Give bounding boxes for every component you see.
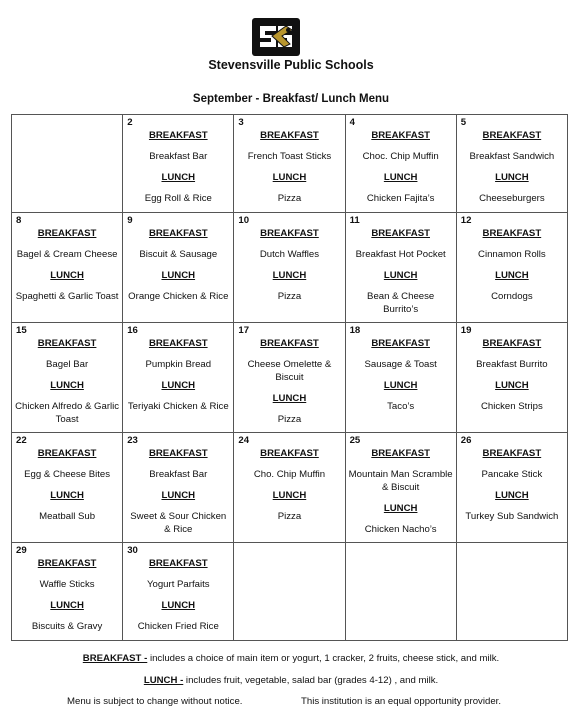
lunch-footnote [0, 675, 582, 686]
breakfast-footnote [0, 653, 582, 664]
week-row [12, 543, 568, 641]
menu-entry [346, 337, 456, 413]
lunch-item: Pizza [277, 291, 302, 302]
menu-entry [457, 227, 567, 303]
lunch-item: Chicken Fried Rice [137, 621, 219, 632]
change-notice: Menu is subject to change without notice. [67, 696, 243, 707]
menu-entry [346, 227, 456, 316]
lunch-heading: LUNCH [161, 490, 196, 501]
breakfast-heading: BREAKFAST [482, 338, 542, 349]
day-number: 16 [127, 325, 138, 336]
day-cell [234, 323, 345, 433]
day-number: 17 [238, 325, 250, 336]
lunch-item: Cheeseburgers [479, 193, 545, 204]
lunch-item: Chicken Fajita’s [366, 193, 435, 204]
menu-calendar [11, 114, 568, 641]
menu-entry [12, 447, 122, 523]
lunch-item: Taco’s [387, 401, 415, 412]
lunch-heading: LUNCH [161, 380, 196, 391]
day-cell [123, 433, 234, 543]
breakfast-item: Breakfast Hot Pocket [355, 249, 446, 260]
menu-entry [457, 129, 567, 205]
breakfast-footnote-label: BREAKFAST - [82, 653, 148, 664]
week-row [12, 213, 568, 323]
day-number: 4 [349, 117, 355, 128]
breakfast-item: Breakfast Burrito [476, 359, 548, 370]
lunch-item: Turkey Sub Sandwich [465, 511, 559, 522]
day-number: 15 [16, 325, 27, 336]
breakfast-item: Bagel & Cream Cheese [16, 249, 118, 260]
breakfast-item: Egg & Cheese Bites [24, 469, 111, 480]
breakfast-item: Cho. Chip Muffin [253, 469, 326, 480]
lunch-heading: LUNCH [495, 172, 529, 183]
breakfast-item: Sausage & Toast [364, 359, 437, 370]
lunch-item: Bean & Cheese Burrito’s [367, 291, 435, 315]
day-cell [12, 323, 123, 433]
menu-entry [123, 129, 233, 205]
week-row [12, 433, 568, 543]
breakfast-heading: BREAKFAST [148, 130, 208, 141]
breakfast-item: Breakfast Bar [149, 469, 208, 480]
day-number: 29 [16, 545, 27, 556]
breakfast-item: Pancake Stick [481, 469, 543, 480]
lunch-item: Teriyaki Chicken & Rice [127, 401, 229, 412]
lunch-heading: LUNCH [495, 270, 529, 281]
breakfast-heading: BREAKFAST [482, 228, 542, 239]
breakfast-item: Pumpkin Bread [145, 359, 212, 370]
day-number: 3 [238, 117, 244, 128]
day-number: 8 [16, 215, 22, 226]
menu-entry [12, 557, 122, 633]
day-cell [456, 115, 567, 213]
day-cell [234, 213, 345, 323]
menu-entry [457, 337, 567, 413]
lunch-item: Corndogs [491, 291, 533, 302]
lunch-heading: LUNCH [383, 503, 418, 514]
breakfast-heading: BREAKFAST [371, 448, 430, 459]
day-cell [234, 433, 345, 543]
lunch-item: Sweet & Sour Chicken & Rice [130, 511, 227, 535]
breakfast-item: Cheese Omelette & Biscuit [247, 359, 332, 383]
breakfast-item: Mountain Man Scramble & Biscuit [348, 469, 453, 493]
lunch-heading: LUNCH [161, 172, 196, 183]
breakfast-item: Yogurt Parfaits [146, 579, 210, 590]
lunch-heading: LUNCH [495, 380, 529, 391]
page-title: September - Breakfast/ Lunch Menu [192, 93, 390, 105]
day-cell [123, 115, 234, 213]
day-number: 19 [460, 325, 472, 336]
breakfast-item: Breakfast Sandwich [469, 151, 555, 162]
menu-entry [234, 227, 344, 303]
breakfast-heading: BREAKFAST [148, 558, 208, 569]
day-cell [12, 543, 123, 641]
lunch-heading: LUNCH [50, 490, 84, 501]
day-number: 2 [127, 117, 133, 128]
lunch-item: Chicken Nacho’s [364, 524, 437, 535]
breakfast-item: Biscuit & Sausage [139, 249, 218, 260]
day-number: 9 [127, 215, 133, 226]
lunch-heading: LUNCH [383, 380, 418, 391]
menu-entry [123, 337, 233, 413]
day-cell [12, 213, 123, 323]
breakfast-heading: BREAKFAST [37, 338, 97, 349]
day-number: 22 [16, 435, 27, 446]
breakfast-heading: BREAKFAST [260, 228, 319, 239]
empty-day-cell [12, 115, 123, 213]
day-cell [456, 323, 567, 433]
day-cell [345, 115, 456, 213]
menu-entry [12, 227, 122, 303]
school-name: Stevensville Public Schools [208, 58, 374, 72]
lunch-item: Spaghetti & Garlic Toast [15, 291, 119, 302]
breakfast-heading: BREAKFAST [371, 130, 430, 141]
day-cell [123, 543, 234, 641]
breakfast-heading: BREAKFAST [371, 228, 430, 239]
empty-day-cell [345, 543, 456, 641]
empty-day-cell [234, 543, 345, 641]
day-cell [12, 433, 123, 543]
breakfast-item: Breakfast Bar [149, 151, 208, 162]
lunch-item: Chicken Alfredo & Garlic Toast [15, 401, 120, 425]
lunch-item: Pizza [277, 511, 302, 522]
lunch-heading: LUNCH [383, 270, 418, 281]
lunch-heading: LUNCH [50, 380, 84, 391]
breakfast-item: French Toast Sticks [247, 151, 332, 162]
day-number: 25 [349, 435, 361, 446]
menu-entry [123, 447, 233, 536]
empty-day-cell [456, 543, 567, 641]
day-cell [123, 213, 234, 323]
breakfast-heading: BREAKFAST [260, 448, 319, 459]
day-number: 24 [238, 435, 250, 446]
day-number: 5 [460, 117, 467, 128]
day-number: 11 [349, 215, 360, 226]
lunch-heading: LUNCH [50, 600, 84, 611]
day-cell [345, 213, 456, 323]
lunch-item: Chicken Strips [480, 401, 543, 412]
menu-entry [234, 447, 344, 523]
week-row [12, 323, 568, 433]
breakfast-heading: BREAKFAST [148, 448, 208, 459]
lunch-item: Egg Roll & Rice [144, 193, 212, 204]
breakfast-item: Cinnamon Rolls [478, 249, 546, 260]
lunch-heading: LUNCH [272, 172, 307, 183]
breakfast-heading: BREAKFAST [482, 448, 542, 459]
lunch-heading: LUNCH [161, 270, 196, 281]
lunch-heading: LUNCH [161, 600, 196, 611]
day-cell [345, 323, 456, 433]
breakfast-heading: BREAKFAST [148, 338, 208, 349]
day-cell [345, 433, 456, 543]
menu-entry [457, 447, 567, 523]
menu-entry [234, 129, 344, 205]
lunch-heading: LUNCH [495, 490, 529, 501]
day-number: 10 [238, 215, 250, 226]
lunch-item: Pizza [277, 414, 302, 425]
breakfast-heading: BREAKFAST [37, 558, 97, 569]
lunch-heading: LUNCH [272, 270, 307, 281]
day-number: 26 [460, 435, 472, 446]
breakfast-item: Bagel Bar [46, 359, 89, 370]
breakfast-heading: BREAKFAST [260, 130, 319, 141]
school-logo-icon [248, 16, 304, 58]
lunch-heading: LUNCH [272, 490, 307, 501]
day-cell [456, 433, 567, 543]
lunch-heading: LUNCH [272, 393, 307, 404]
breakfast-footnote-text: includes a choice of main item or yogurt, 1 cracker, 2 fruits, cheese stick, and milk. [147, 653, 500, 664]
menu-entry [346, 447, 456, 536]
lunch-item: Pizza [277, 193, 302, 204]
lunch-heading: LUNCH [383, 172, 418, 183]
menu-entry [346, 129, 456, 205]
lunch-heading: LUNCH [50, 270, 84, 281]
week-row [12, 115, 568, 213]
breakfast-heading: BREAKFAST [37, 448, 97, 459]
breakfast-item: Dutch Waffles [259, 249, 320, 260]
menu-entry [12, 337, 122, 426]
day-number: 18 [349, 325, 361, 336]
day-number: 12 [460, 215, 472, 226]
breakfast-heading: BREAKFAST [260, 338, 319, 349]
lunch-item: Orange Chicken & Rice [128, 291, 229, 302]
equal-opportunity-notice: This institution is an equal opportunity provider. [301, 696, 501, 707]
breakfast-heading: BREAKFAST [371, 338, 430, 349]
breakfast-item: Waffle Sticks [39, 579, 95, 590]
breakfast-heading: BREAKFAST [482, 130, 542, 141]
lunch-footnote-label: LUNCH - [143, 675, 184, 686]
day-number: 30 [127, 545, 138, 556]
day-number: 23 [127, 435, 138, 446]
menu-entry [123, 557, 233, 633]
lunch-item: Biscuits & Gravy [31, 621, 103, 632]
lunch-footnote-text: includes fruit, vegetable, salad bar (grades 4-12) , and milk. [183, 675, 439, 686]
lunch-item: Meatball Sub [39, 511, 96, 522]
menu-entry [234, 337, 344, 426]
menu-entry [123, 227, 233, 303]
day-cell [234, 115, 345, 213]
breakfast-heading: BREAKFAST [148, 228, 208, 239]
day-cell [123, 323, 234, 433]
breakfast-item: Choc. Chip Muffin [362, 151, 439, 162]
day-cell [456, 213, 567, 323]
breakfast-heading: BREAKFAST [37, 228, 97, 239]
